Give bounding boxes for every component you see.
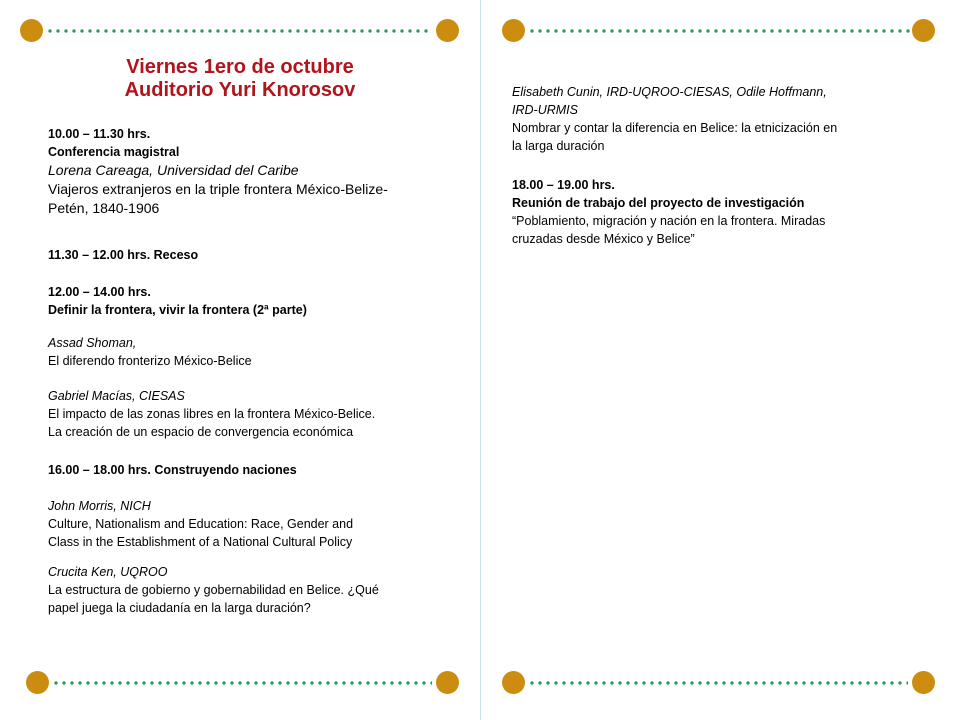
session-time: 12.00 – 14.00 hrs. — [48, 285, 151, 299]
talk-title: Petén, 1840-1906 — [48, 200, 160, 216]
circle-ornament — [436, 19, 459, 42]
talk-title: Class in the Establishment of a National Cultural Policy — [48, 535, 353, 549]
session-time: 18.00 – 19.00 hrs. — [512, 178, 615, 192]
circle-ornament — [26, 671, 49, 694]
circle-ornament — [912, 671, 935, 694]
speaker: Lorena Careaga, Universidad del Caribe — [48, 162, 299, 178]
talk-title: El diferendo fronterizo México-Belice — [48, 354, 252, 368]
circle-ornament — [912, 19, 935, 42]
dotted-line — [52, 681, 432, 685]
session-time-heading: 11.30 – 12.00 hrs. Receso — [48, 248, 199, 262]
session-border — [48, 283, 307, 319]
bottom-left-border — [26, 671, 466, 695]
title-venue: Auditorio Yuri Knorosov — [124, 79, 356, 101]
talk-title: Culture, Nationalism and Education: Race, Gender and — [48, 517, 354, 531]
talk-shoman — [48, 334, 252, 370]
page-divider — [480, 0, 481, 720]
dotted-line — [46, 29, 432, 33]
speaker: Elisabeth Cunin, IRD-UQROO-CIESAS, Odile Hoffmann, — [512, 85, 827, 99]
speaker: Crucita Ken, UQROO — [48, 565, 168, 579]
talk-title: El impacto de las zonas libres en la frontera México-Belice. — [48, 407, 376, 421]
top-left-border — [20, 19, 460, 43]
circle-ornament — [436, 671, 459, 694]
top-right-border — [502, 19, 942, 43]
circle-ornament — [20, 19, 43, 42]
session-keynote — [48, 125, 388, 218]
dotted-line — [528, 681, 908, 685]
project-title: cruzadas desde México y Belice” — [512, 232, 695, 246]
speaker: John Morris, NICH — [48, 499, 151, 513]
circle-ornament — [502, 671, 525, 694]
talk-morris — [48, 497, 353, 551]
session-break — [48, 246, 198, 264]
session-time-heading: 16.00 – 18.00 hrs. Construyendo naciones — [48, 463, 297, 477]
talk-macias — [48, 387, 375, 441]
talk-title: Viajeros extranjeros en la triple frontera México-Belize- — [48, 181, 388, 197]
page-title — [40, 56, 440, 102]
bottom-right-border — [502, 671, 942, 695]
session-time: 10.00 – 11.30 hrs. — [48, 127, 151, 141]
session-nations — [48, 461, 297, 479]
talk-title: la larga duración — [512, 139, 605, 153]
speaker: Gabriel Macías, CIESAS — [48, 389, 185, 403]
speaker: IRD-URMIS — [512, 103, 578, 117]
talk-cunin-hoffmann — [512, 83, 837, 155]
speaker: Assad Shoman, — [48, 336, 137, 350]
session-heading: Reunión de trabajo del proyecto de investigación — [512, 196, 805, 210]
session-heading: Conferencia magistral — [48, 145, 180, 159]
talk-title: La estructura de gobierno y gobernabilidad en Belice. ¿Qué — [48, 583, 379, 597]
talk-title: La creación de un espacio de convergencia económica — [48, 425, 354, 439]
circle-ornament — [502, 19, 525, 42]
dotted-line — [528, 29, 914, 33]
talk-title: papel juega la ciudadanía en la larga duración? — [48, 601, 311, 615]
title-date: Viernes 1ero de octubre — [126, 56, 354, 78]
project-title: “Poblamiento, migración y nación en la frontera. Miradas — [512, 214, 826, 228]
session-meeting — [512, 176, 825, 248]
talk-ken — [48, 563, 379, 617]
session-heading: Definir la frontera, vivir la frontera (2ª parte) — [48, 303, 307, 317]
talk-title: Nombrar y contar la diferencia en Belice: la etnicización en — [512, 121, 838, 135]
